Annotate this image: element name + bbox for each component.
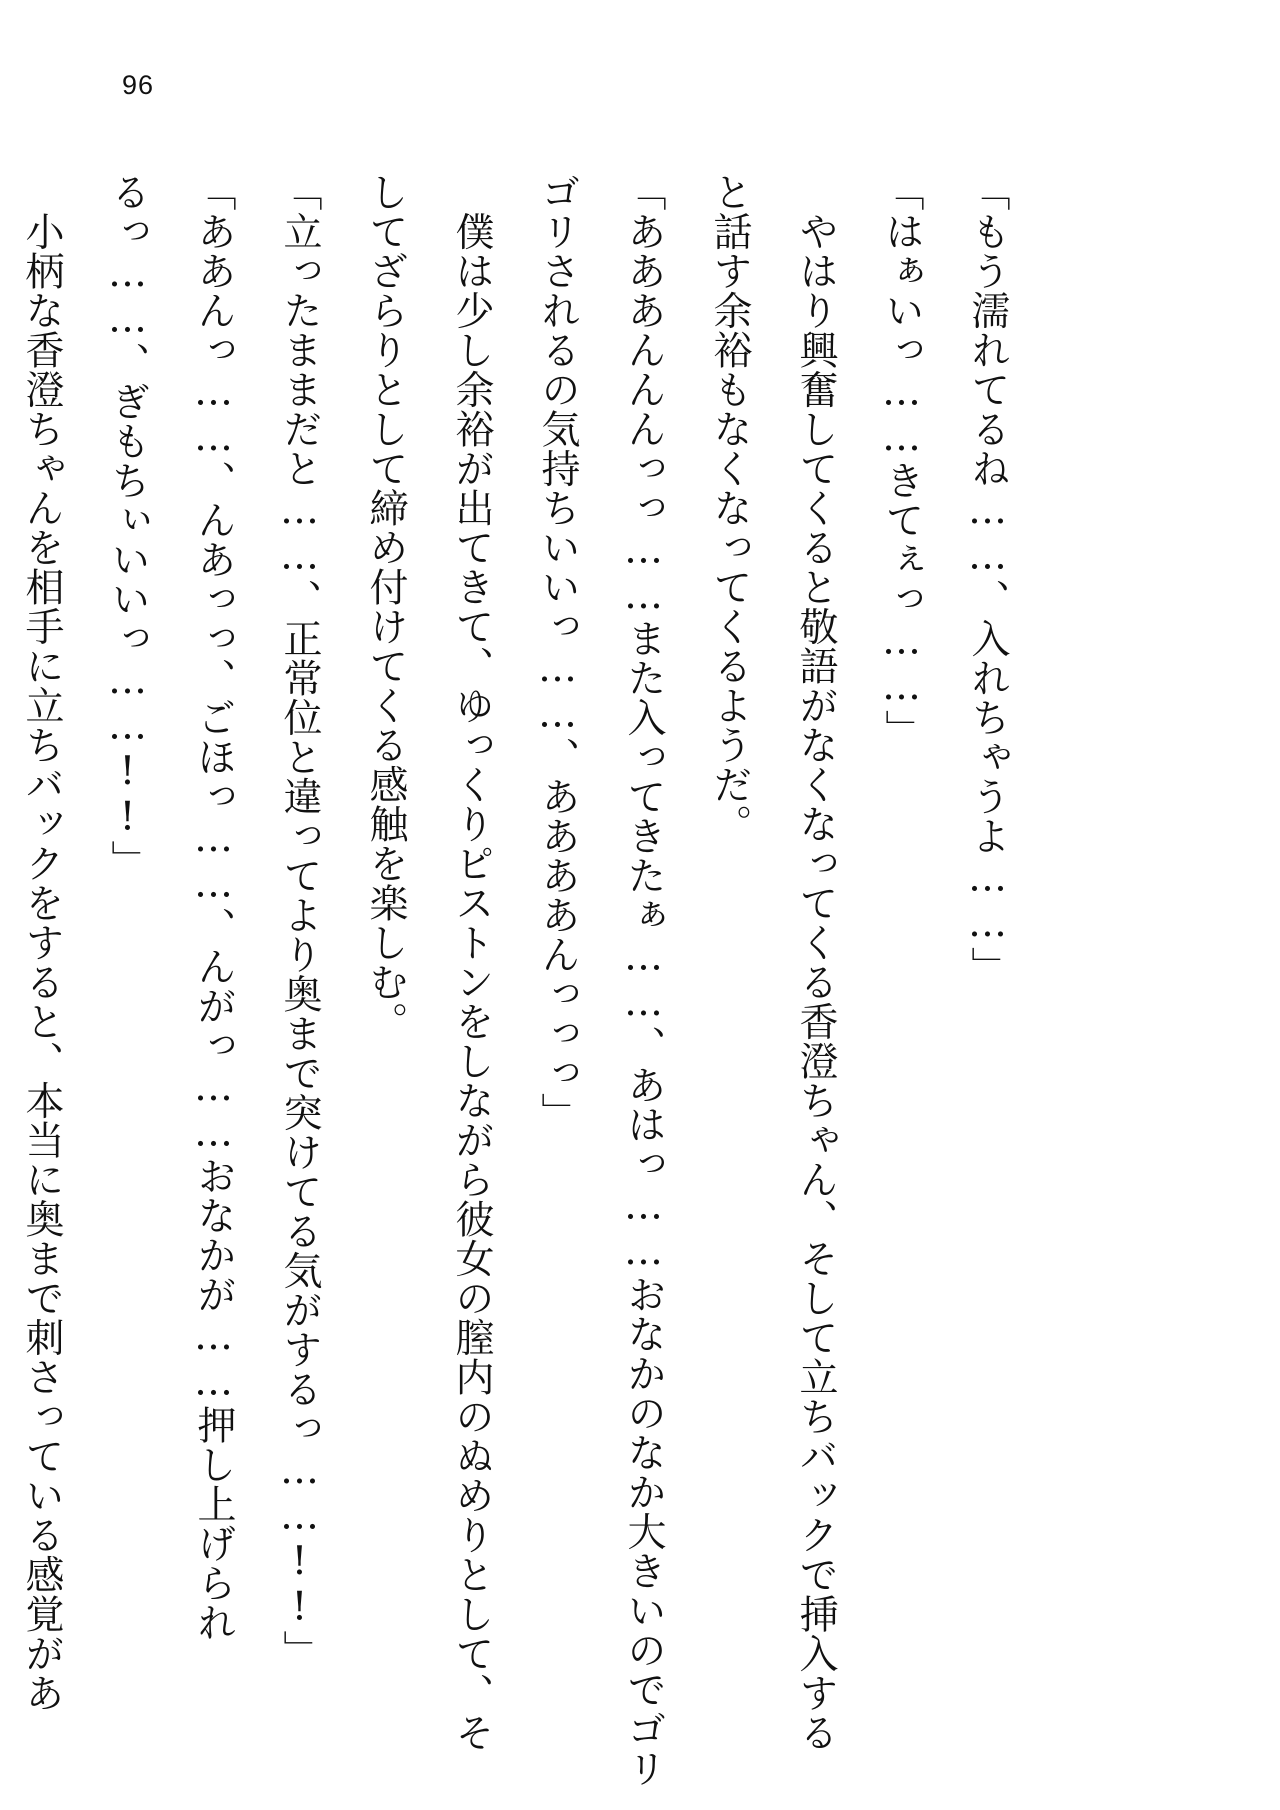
- vertical-text-body: [19, 172, 1018, 1788]
- text-line: 小柄な香澄ちゃんを相手に立ちバックをすると、本当に奥まで刺さっている感覚があ: [19, 172, 64, 1713]
- text-line: ゴリされるの気持ちいいっ……、ああああんっっっ」: [535, 172, 580, 1132]
- text-line: やはり興奮してくると敬語がなくなってくる香澄ちゃん、そして立ちバックで挿入する: [793, 172, 838, 1752]
- text-line: 「あああんんんっっ……また入ってきたぁ……、あはっ……おなかのなか大きいのでゴリ: [621, 172, 666, 1788]
- text-line: してざらりとして締め付けてくる感触を楽しむ。: [363, 172, 408, 1041]
- text-line: 「はぁいっ……きてぇっ……」: [879, 172, 924, 749]
- page-number: 96: [122, 70, 155, 100]
- text-line: るっ……、ぎもちぃいいっ……!!」: [105, 172, 150, 880]
- text-line: 僕は少し余裕が出てきて、ゆっくりピストンをしながら彼女の膣内のぬめりとして、そ: [449, 172, 494, 1752]
- text-line: 「立ったままだと……、正常位と違ってより奥まで突けてる気がするっ……!!」: [277, 172, 322, 1670]
- text-line: 「もう濡れてるね……、入れちゃうよ……」: [965, 172, 1010, 986]
- text-line: と話す余裕もなくなってくるようだ。: [707, 172, 752, 844]
- text-line: 「ああんっ……、んあっっ、ごほっ……、んがっ……おなかが……押し上げられ: [191, 172, 236, 1642]
